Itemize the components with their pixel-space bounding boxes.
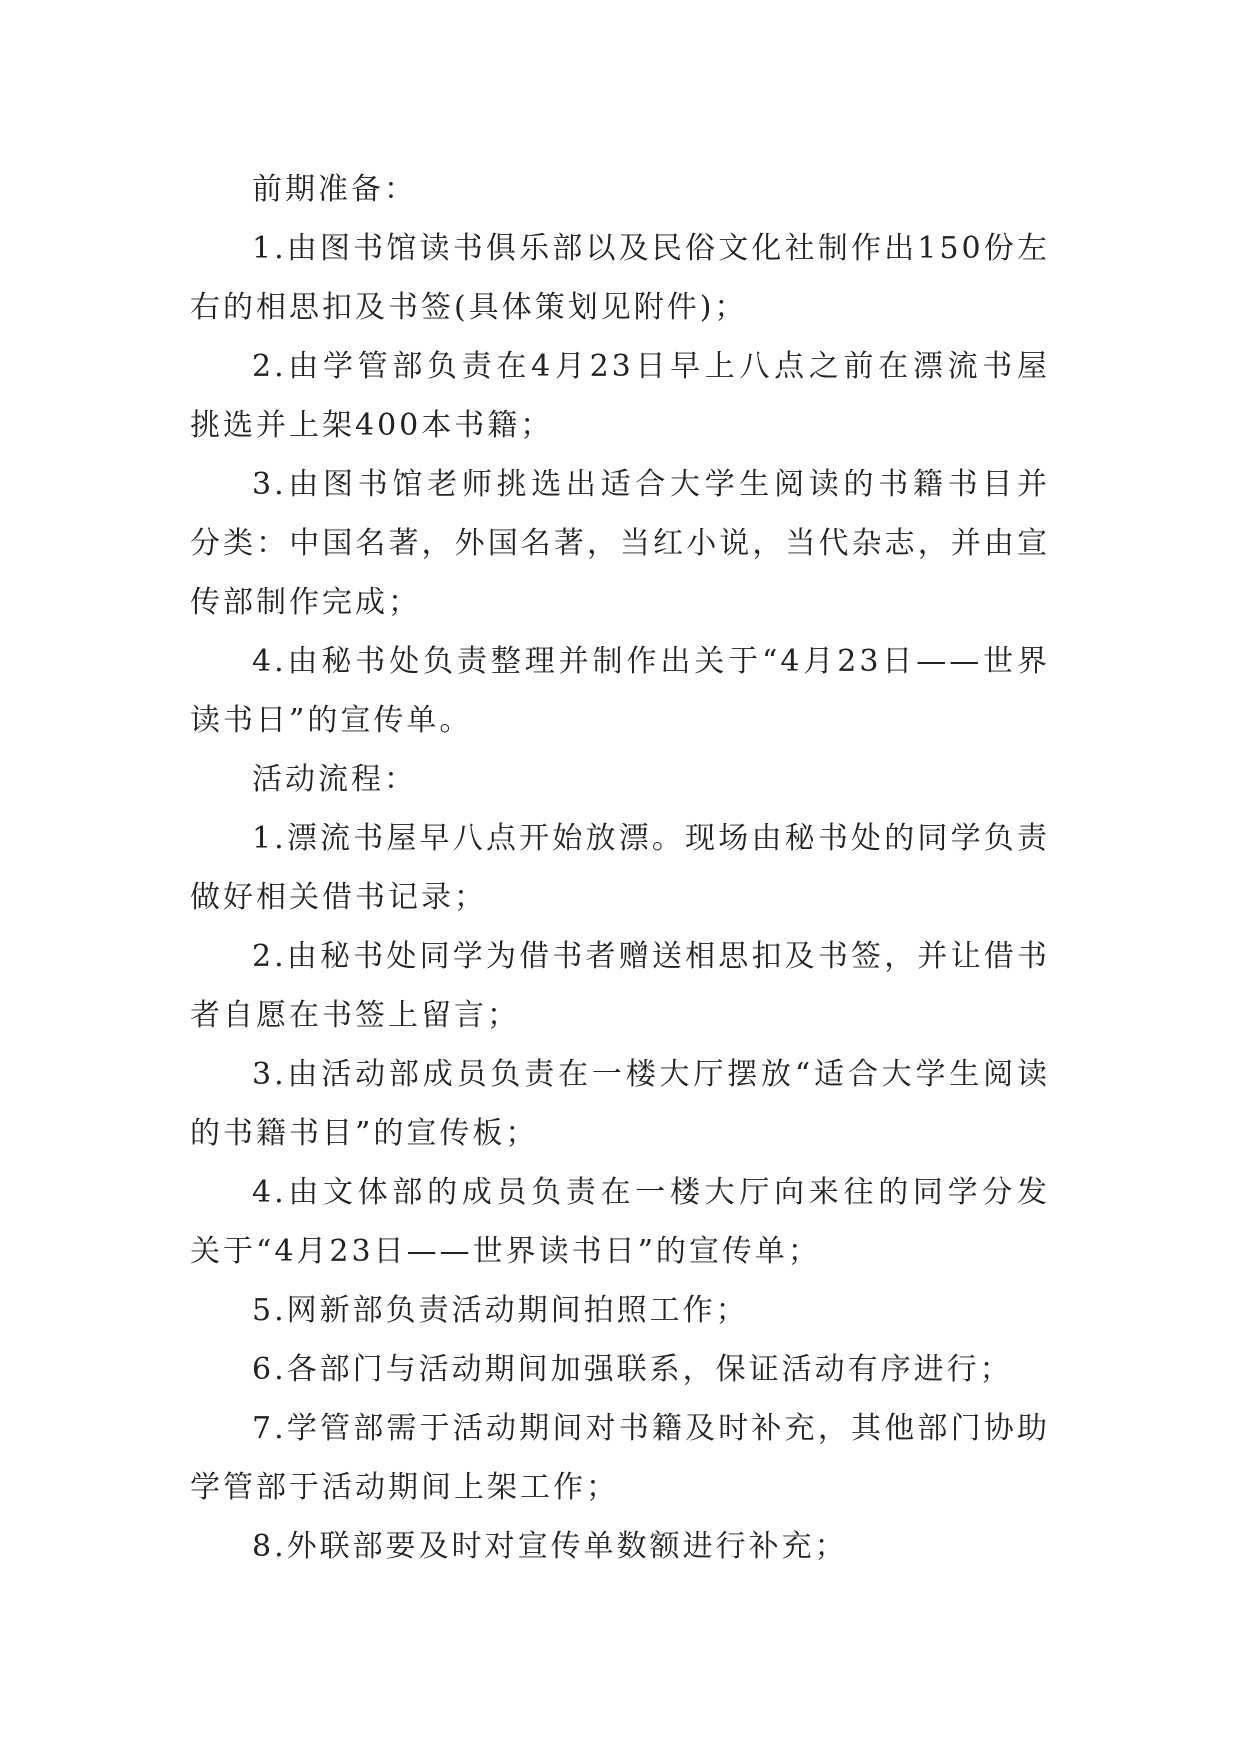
- list-item-continuation: 学管部于活动期间上架工作；: [190, 1470, 619, 1505]
- section-heading-process: 活动流程：: [252, 762, 417, 797]
- list-item: 3.由图书馆老师挑选出适合大学生阅读的书籍书目并: [252, 467, 1050, 502]
- list-item: 1.由图书馆读书俱乐部以及民俗文化社制作出150份左: [252, 231, 1050, 266]
- list-item-continuation: 挑选并上架400本书籍；: [190, 408, 554, 443]
- list-item: 5.网新部负责活动期间拍照工作；: [252, 1293, 749, 1328]
- list-item-continuation: 传部制作完成；: [190, 585, 421, 620]
- list-item-continuation: 的书籍书目”的宣传板；: [190, 1116, 539, 1151]
- list-item: 2.由学管部负责在4月23日早上八点之前在漂流书屋: [252, 349, 1050, 384]
- list-item-continuation: 者自愿在书签上留言；: [190, 998, 520, 1033]
- list-item: 4.由秘书处负责整理并制作出关于“4月23日——世界: [252, 644, 1050, 679]
- list-item-continuation: 关于“4月23日——世界读书日”的宣传单；: [190, 1234, 821, 1269]
- list-item-continuation: 右的相思扣及书签(具体策划见附件)；: [190, 290, 748, 325]
- list-item: 1.漂流书屋早八点开始放漂。现场由秘书处的同学负责: [252, 821, 1050, 856]
- document-body: [190, 160, 1050, 1576]
- list-item: 7.学管部需于活动期间对书籍及时补充，其他部门协助: [252, 1411, 1050, 1446]
- list-item-continuation: 读书日”的宣传单。: [190, 703, 473, 738]
- list-item: 2.由秘书处同学为借书者赠送相思扣及书签，并让借书: [252, 939, 1050, 974]
- list-item: 8.外联部要及时对宣传单数额进行补充；: [252, 1529, 848, 1564]
- list-item: 4.由文体部的成员负责在一楼大厅向来往的同学分发: [252, 1175, 1050, 1210]
- list-item: 6.各部门与活动期间加强联系，保证活动有序进行；: [252, 1352, 1013, 1387]
- list-item: 3.由活动部成员负责在一楼大厅摆放“适合大学生阅读: [252, 1057, 1050, 1092]
- section-heading-preparation: 前期准备：: [252, 172, 417, 207]
- list-item-continuation: 分类：中国名著，外国名著，当红小说，当代杂志，并由宣: [190, 526, 1050, 561]
- list-item-continuation: 做好相关借书记录；: [190, 880, 487, 915]
